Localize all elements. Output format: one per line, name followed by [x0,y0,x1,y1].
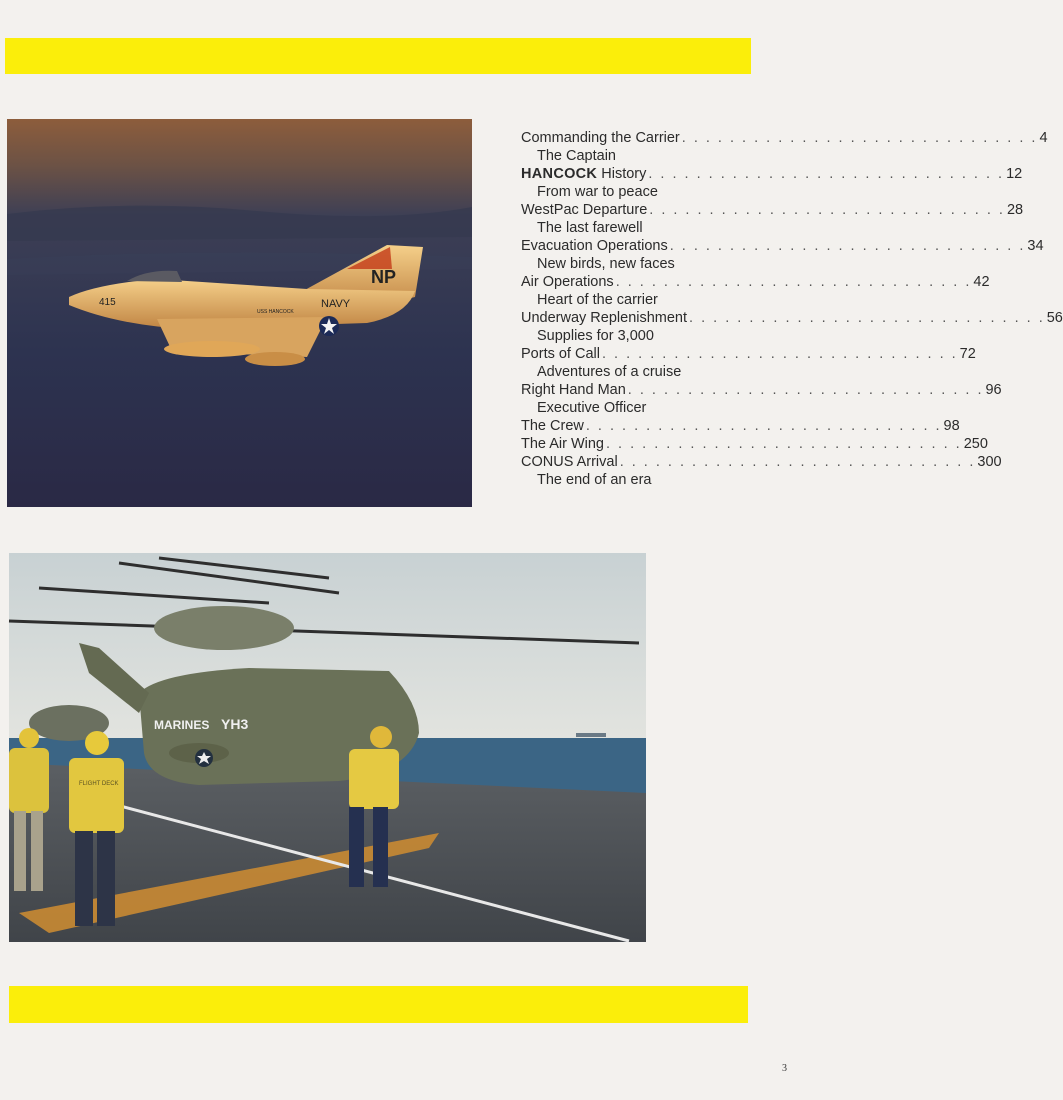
toc-subtitle: The Captain [537,148,616,164]
tail-code-text: NP [371,267,397,287]
toc-title [521,237,668,255]
toc-title [521,435,604,453]
toc-entry [521,453,1002,489]
service-text: NAVY [321,298,351,310]
toc-leader-dots: . . . . . . . . . . . . . . . . . . . . . . . . . . . . . . [606,436,962,452]
toc-title [521,165,646,183]
toc-leader-dots: . . . . . . . . . . . . . . . . . . . . . . . . . . . . . . [585,418,942,434]
toc-title-text: Air Operations [521,274,614,290]
toc-title-text: Underway Replenishment [521,310,688,326]
toc-page-number: 4 [1039,130,1048,146]
toc-title [521,417,584,435]
toc-row [521,165,1023,183]
toc-leader-dots: . . . . . . . . . . . . . . . . . . . . . . . . . . . . . . [627,382,984,398]
toc-subtitle: Executive Officer [537,400,647,416]
page-number: 3 [782,1063,787,1074]
toc-title [521,345,600,363]
toc-entry [521,417,960,435]
toc-title [521,273,614,291]
toc-title [521,201,647,219]
toc-title-text: History [601,166,647,182]
toc-leader-dots: . . . . . . . . . . . . . . . . . . . . . . . . . . . . . . [615,274,972,290]
toc-subtitle: New birds, new faces [537,256,675,272]
toc-leader-dots: . . . . . . . . . . . . . . . . . . . . . . . . . . . . . . [681,130,1038,146]
toc-title-text: WestPac Departure [521,202,648,218]
toc-row [521,201,1024,219]
toc-subtitle: Supplies for 3,000 [537,328,654,344]
toc-leader-dots: . . . . . . . . . . . . . . . . . . . . . . . . . . . . . . [689,310,1045,326]
toc-title [521,309,687,327]
toc-row [521,273,990,291]
toc-row [521,309,1063,327]
toc-row [521,381,1002,399]
top-color-band [5,38,751,74]
toc-title-text: The Crew [521,418,584,434]
toc-entry [521,201,1024,237]
toc-title-text: Right Hand Man [521,382,626,398]
toc-entry [521,381,1002,417]
toc-page-number: 42 [973,274,990,290]
toc-page-number: 250 [963,436,988,452]
toc-entry [521,237,1044,273]
toc-entry [521,129,1048,165]
toc-row [521,435,988,453]
toc-page-number: 34 [1027,238,1044,254]
toc-entry [521,435,988,453]
toc-title-text: The Air Wing [521,436,604,452]
toc-subtitle: Heart of the carrier [537,292,658,308]
toc-leader-dots: . . . . . . . . . . . . . . . . . . . . . . . . . . . . . . [649,202,1005,218]
toc-row [521,129,1048,147]
toc-page-number: 300 [977,454,1002,470]
jet-aircraft-photo [7,119,472,507]
toc-row [521,417,960,435]
toc-title-bold: HANCOCK [521,166,598,182]
toc-row [521,237,1044,255]
toc-title-text: Evacuation Operations [521,238,668,254]
toc-page-number: 96 [985,382,1002,398]
toc-subtitle: Adventures of a cruise [537,364,682,380]
toc-page-number: 12 [1006,166,1023,182]
bottom-color-band [9,986,748,1023]
toc-title-text: Commanding the Carrier [521,130,680,146]
toc-page-number: 98 [943,418,960,434]
toc-title-text: CONUS Arrival [521,454,618,470]
helicopter-deck-photo [9,553,646,942]
heli-service-text: MARINES [154,718,210,732]
toc-entry [521,165,1023,201]
heli-code-text: YH3 [221,716,249,732]
toc-leader-dots: . . . . . . . . . . . . . . . . . . . . . . . . . . . . . . [669,238,1026,254]
toc-page-number: 56 [1046,310,1063,326]
toc-subtitle: The end of an era [537,472,652,488]
vest-lettering: FLIGHT DECK [79,781,119,787]
toc-leader-dots: . . . . . . . . . . . . . . . . . . . . . . . . . . . . . . [648,166,1005,182]
ship-name-text: USS HANCOCK [257,309,294,315]
toc-leader-dots: . . . . . . . . . . . . . . . . . . . . . . . . . . . . . . [619,454,976,470]
toc-entry [521,309,1063,345]
toc-subtitle: From war to peace [537,184,658,200]
toc-row [521,345,976,363]
toc-title-text: Ports of Call [521,346,600,362]
toc-title [521,129,680,147]
toc-leader-dots: . . . . . . . . . . . . . . . . . . . . . . . . . . . . . . [601,346,958,362]
toc-row [521,453,1002,471]
toc-page-number: 28 [1006,202,1024,218]
toc-title [521,381,626,399]
modex-text: 415 [99,297,116,308]
table-of-contents [521,129,1063,489]
toc-entry [521,345,976,381]
toc-title [521,453,618,471]
toc-page-number: 72 [959,346,976,362]
toc-entry [521,273,990,309]
toc-subtitle: The last farewell [537,220,643,236]
